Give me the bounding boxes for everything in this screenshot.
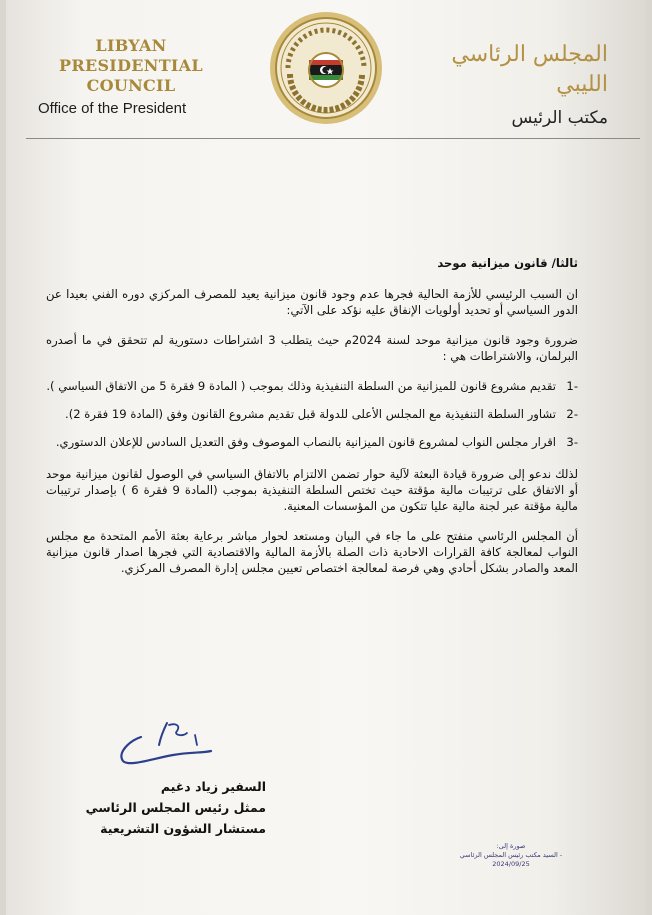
signer-title-2: مستشار الشؤون التشريعية: [100, 821, 266, 836]
header-arabic: [428, 40, 608, 128]
signature-block: [56, 776, 266, 839]
list-item-text: تشاور السلطة التنفيذية مع المجلس الأعلى للدولة قبل تقديم مشروع القانون وفق (المادة 19 فقرة 2).: [65, 407, 556, 421]
paragraph-3: لذلك ندعو إلى ضرورة قيادة البعثة لآلية حوار تضمن الالتزام بالاتفاق السياسي في الوصول لقانون ميزانية موحد أو الاتفاق على ترتيبات مالية مؤقتة حيث تختص السلطة التنفيذية بموجب (المادة 9 فقرة 6 ) بإصدار ترتيبات مالية مؤقتة عبر لجنة مالية عليا تتكون من المؤسسات المعنية.: [46, 467, 579, 513]
distribution-stamp: [446, 842, 576, 869]
header-divider: [26, 138, 640, 139]
list-item-number: -1: [566, 379, 578, 393]
list-item: [46, 434, 578, 450]
presidential-seal-logo: [268, 10, 384, 126]
handwritten-signature: [111, 715, 221, 775]
signer-name: السفير زياد دغيم: [160, 779, 266, 794]
list-item: [46, 406, 578, 422]
org-name-en: LIBYAN PRESIDENTIAL COUNCIL: [59, 36, 203, 95]
list-item-text: اقرار مجلس النواب لمشروع قانون الميزانية بالنصاب الموصوف وفق التعديل السادس للإعلان الدستوري.: [55, 435, 556, 449]
paragraph-4: أن المجلس الرئاسي منفتح على ما جاء في البيان ومستعد لحوار مباشر برعاية بعثة الأمم المتحدة مع مجلس النواب لمعالجة كافة القرارات الاحادية ذات الصلة بالأزمة المالية والاقتصادية التي فجرها اصدار قانون ميزانية المعد والصادر بشكل أحادي وهي فرصة لمعالجة اختصاص تعيين مجلس إدارة المصرف المركزي.: [46, 529, 578, 575]
stamp-date: 2024/09/25: [492, 860, 530, 868]
header-english: [36, 36, 226, 117]
section-title: ثالثا/ قانون ميزانية موحد: [437, 256, 578, 270]
list-item-number: -2: [566, 407, 578, 421]
letter-page: [6, 0, 646, 915]
paragraph-1: ان السبب الرئيسي للأزمة الحالية فجرها عدم وجود قانون ميزانية يعيد للمصرف المركزي دوره الفني بعيدا عن الدور السياسي أو تحديد أولويات الإنفاق عليه نؤكد على الآتي:: [46, 287, 578, 317]
org-name-ar: المجلس الرئاسي الليبي: [451, 42, 608, 97]
list-item-text: تقديم مشروع قانون للميزانية من السلطة التنفيذية وذلك بموجب ( المادة 9 فقرة 5 من الاتفاق السياسي ).: [46, 379, 556, 393]
list-item: [46, 378, 578, 394]
office-name-ar: مكتب الرئيس: [511, 108, 608, 128]
list-item-number: -3: [566, 435, 578, 449]
signer-title-1: ممثل رئيس المجلس الرئاسي: [85, 800, 266, 815]
office-name-en: Office of the President: [38, 100, 187, 117]
stamp-line-1: صورة إلى:: [496, 842, 526, 850]
letter-body: [46, 255, 578, 590]
stamp-line-2: - السيد مكتب رئيس المجلس الرئاسي: [459, 851, 563, 859]
paragraph-2: ضرورة وجود قانون ميزانية موحد لسنة 2024م حيث يتطلب 3 اشتراطات دستورية لم تتحقق في ما أصدره البرلمان، والاشتراطات هي :: [46, 333, 578, 363]
